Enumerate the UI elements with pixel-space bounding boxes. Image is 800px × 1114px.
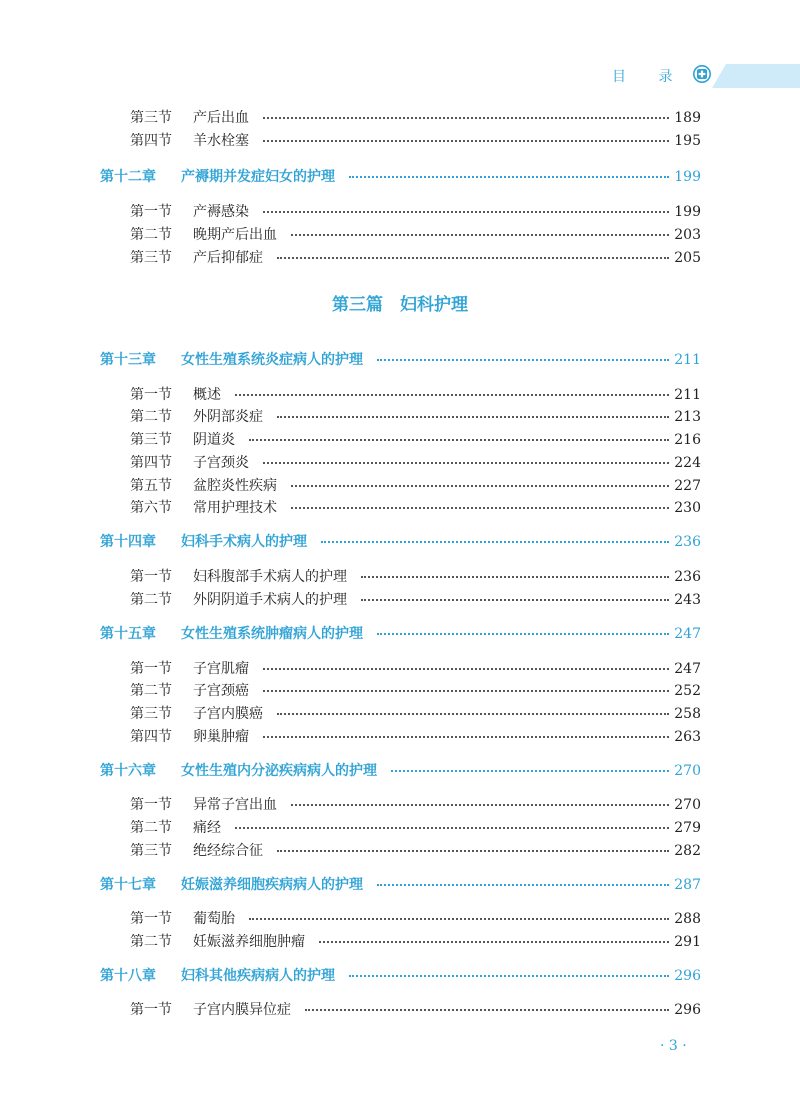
section-title: 子宫肌瘤 (193, 661, 249, 677)
section-title: 盆腔炎性疾病 (193, 478, 277, 494)
section-label: 第三节 (130, 432, 172, 448)
toc-chapter-entry[interactable] (0, 965, 800, 987)
page-ref: 236 (674, 569, 701, 585)
page-ref: 296 (674, 968, 701, 984)
dot-leader (263, 462, 669, 464)
toc-section-entry[interactable] (0, 817, 800, 839)
dot-leader (377, 633, 669, 635)
section-label: 第三节 (130, 706, 172, 722)
toc-section-entry[interactable] (0, 497, 800, 519)
toc-section-entry[interactable] (0, 658, 800, 680)
page-ref: 205 (674, 250, 701, 266)
toc-section-entry[interactable] (0, 566, 800, 588)
toc-section-entry[interactable] (0, 429, 800, 451)
section-label: 第三节 (130, 110, 172, 126)
section-label: 第二节 (130, 934, 172, 950)
toc-chapter-entry[interactable] (0, 166, 800, 188)
toc-chapter-entry[interactable] (0, 349, 800, 371)
section-label: 第四节 (130, 729, 172, 745)
section-title: 妊娠滋养细胞肿瘤 (193, 934, 305, 950)
section-label: 第二节 (130, 409, 172, 425)
section-title: 绝经综合征 (193, 843, 263, 859)
section-label: 第四节 (130, 133, 172, 149)
toc-section-entry[interactable] (0, 384, 800, 406)
toc-section-entry[interactable] (0, 130, 800, 152)
section-label: 第四节 (130, 455, 172, 471)
dot-leader (291, 507, 669, 509)
section-title: 子宫颈炎 (193, 455, 249, 471)
toc-section-entry[interactable] (0, 931, 800, 953)
toc-section-entry[interactable] (0, 406, 800, 428)
page-ref: 243 (674, 592, 701, 608)
section-label: 第一节 (130, 1002, 172, 1018)
dot-leader (377, 884, 669, 886)
dot-leader (277, 713, 669, 715)
page-ref: 224 (674, 455, 701, 471)
page-ref: 211 (674, 387, 701, 403)
toc-section-entry[interactable] (0, 107, 800, 129)
section-label: 第一节 (130, 569, 172, 585)
section-title: 羊水栓塞 (193, 133, 249, 149)
dot-leader (249, 918, 669, 920)
dot-leader (263, 736, 669, 738)
dot-leader (263, 690, 669, 692)
section-label: 第三节 (130, 843, 172, 859)
section-label: 第二节 (130, 683, 172, 699)
dot-leader (361, 599, 669, 601)
page-ref: 199 (674, 204, 701, 220)
page-ref: 282 (674, 843, 701, 859)
chapter-label: 第十三章 (100, 352, 156, 368)
dot-leader (349, 176, 669, 178)
page-ref: 211 (674, 352, 701, 368)
page-ref: 252 (674, 683, 701, 699)
page-ref: 199 (674, 169, 701, 185)
page-ref: 247 (674, 661, 701, 677)
toc-section-entry[interactable] (0, 589, 800, 611)
page-ref: 236 (674, 534, 701, 550)
chapter-label: 第十八章 (100, 968, 156, 984)
section-label: 第二节 (130, 227, 172, 243)
page-ref: 189 (674, 110, 701, 126)
medical-cross-icon (693, 65, 711, 83)
chapter-title: 妇科手术病人的护理 (181, 534, 307, 550)
section-label: 第六节 (130, 500, 172, 516)
toc-section-entry[interactable] (0, 726, 800, 748)
chapter-label: 第十四章 (100, 534, 156, 550)
section-title: 概述 (193, 387, 221, 403)
toc-section-entry[interactable] (0, 908, 800, 930)
section-label: 第一节 (130, 661, 172, 677)
page-ref: 230 (674, 500, 701, 516)
section-title: 产后抑郁症 (193, 250, 263, 266)
dot-leader (263, 668, 669, 670)
toc-section-entry[interactable] (0, 475, 800, 497)
dot-leader (361, 576, 669, 578)
section-label: 第五节 (130, 478, 172, 494)
page-ref: 291 (674, 934, 701, 950)
chapter-label: 第十六章 (100, 763, 156, 779)
page-ref: 263 (674, 729, 701, 745)
toc-section-entry[interactable] (0, 247, 800, 269)
toc-chapter-entry[interactable] (0, 531, 800, 553)
dot-leader (349, 975, 669, 977)
section-title: 子宫内膜癌 (193, 706, 263, 722)
section-title: 痛经 (193, 820, 221, 836)
page-ref: 216 (674, 432, 701, 448)
part-title: 第三篇 妇科护理 (332, 295, 468, 315)
dot-leader (263, 140, 669, 142)
page-ref: 279 (674, 820, 701, 836)
dot-leader (321, 541, 669, 543)
chapter-title: 女性生殖系统炎症病人的护理 (181, 352, 363, 368)
dot-leader (235, 827, 669, 829)
section-title: 子宫内膜异位症 (193, 1002, 291, 1018)
toc-section-entry[interactable] (0, 680, 800, 702)
toc-section-entry[interactable] (0, 452, 800, 474)
dot-leader (277, 850, 669, 852)
chapter-title: 女性生殖系统肿瘤病人的护理 (181, 626, 363, 642)
page-ref: 213 (674, 409, 701, 425)
dot-leader (291, 804, 669, 806)
section-title: 产褥感染 (193, 204, 249, 220)
header-title: 目 录 (612, 69, 687, 85)
dot-leader (263, 117, 669, 119)
chapter-label: 第十二章 (100, 169, 156, 185)
page-ref: 247 (674, 626, 701, 642)
dot-leader (391, 770, 669, 772)
dot-leader (305, 1009, 669, 1011)
chapter-title: 产褥期并发症妇女的护理 (181, 169, 335, 185)
section-label: 第二节 (130, 820, 172, 836)
toc-section-entry[interactable] (0, 999, 800, 1021)
toc-chapter-entry[interactable] (0, 874, 800, 896)
page-ref: 270 (674, 763, 701, 779)
page-ref: 195 (674, 133, 701, 149)
toc-section-entry[interactable] (0, 224, 800, 246)
section-label: 第一节 (130, 387, 172, 403)
section-label: 第一节 (130, 911, 172, 927)
section-title: 阴道炎 (193, 432, 235, 448)
section-title: 外阴阴道手术病人的护理 (193, 592, 347, 608)
section-label: 第一节 (130, 204, 172, 220)
page-ref: 288 (674, 911, 701, 927)
chapter-title: 女性生殖内分泌疾病病人的护理 (181, 763, 377, 779)
dot-leader (249, 439, 669, 441)
page-ref: 296 (674, 1002, 701, 1018)
section-title: 卵巢肿瘤 (193, 729, 249, 745)
dot-leader (235, 394, 669, 396)
dot-leader (263, 211, 669, 213)
toc-section-entry[interactable] (0, 794, 800, 816)
header-banner-decoration (712, 64, 800, 88)
dot-leader (319, 941, 669, 943)
dot-leader (277, 257, 669, 259)
chapter-label: 第十七章 (100, 877, 156, 893)
toc-chapter-entry[interactable] (0, 760, 800, 782)
section-label: 第三节 (130, 250, 172, 266)
chapter-title: 妇科其他疾病病人的护理 (181, 968, 335, 984)
page-ref: 258 (674, 706, 701, 722)
section-label: 第一节 (130, 797, 172, 813)
section-title: 妇科腹部手术病人的护理 (193, 569, 347, 585)
section-title: 子宫颈癌 (193, 683, 249, 699)
section-title: 外阴部炎症 (193, 409, 263, 425)
section-title: 产后出血 (193, 110, 249, 126)
dot-leader (377, 359, 669, 361)
dot-leader (291, 234, 669, 236)
section-label: 第二节 (130, 592, 172, 608)
section-title: 异常子宫出血 (193, 797, 277, 813)
page-number: · 3 · (660, 1038, 687, 1054)
section-title: 葡萄胎 (193, 911, 235, 927)
page-ref: 287 (674, 877, 701, 893)
toc-section-entry[interactable] (0, 201, 800, 223)
toc-section-entry[interactable] (0, 840, 800, 862)
page-ref: 203 (674, 227, 701, 243)
section-title: 常用护理技术 (193, 500, 277, 516)
page-ref: 270 (674, 797, 701, 813)
page-ref: 227 (674, 478, 701, 494)
dot-leader (277, 416, 669, 418)
chapter-title: 妊娠滋养细胞疾病病人的护理 (181, 877, 363, 893)
toc-chapter-entry[interactable] (0, 623, 800, 645)
dot-leader (291, 485, 669, 487)
chapter-label: 第十五章 (100, 626, 156, 642)
section-title: 晚期产后出血 (193, 227, 277, 243)
toc-section-entry[interactable] (0, 703, 800, 725)
